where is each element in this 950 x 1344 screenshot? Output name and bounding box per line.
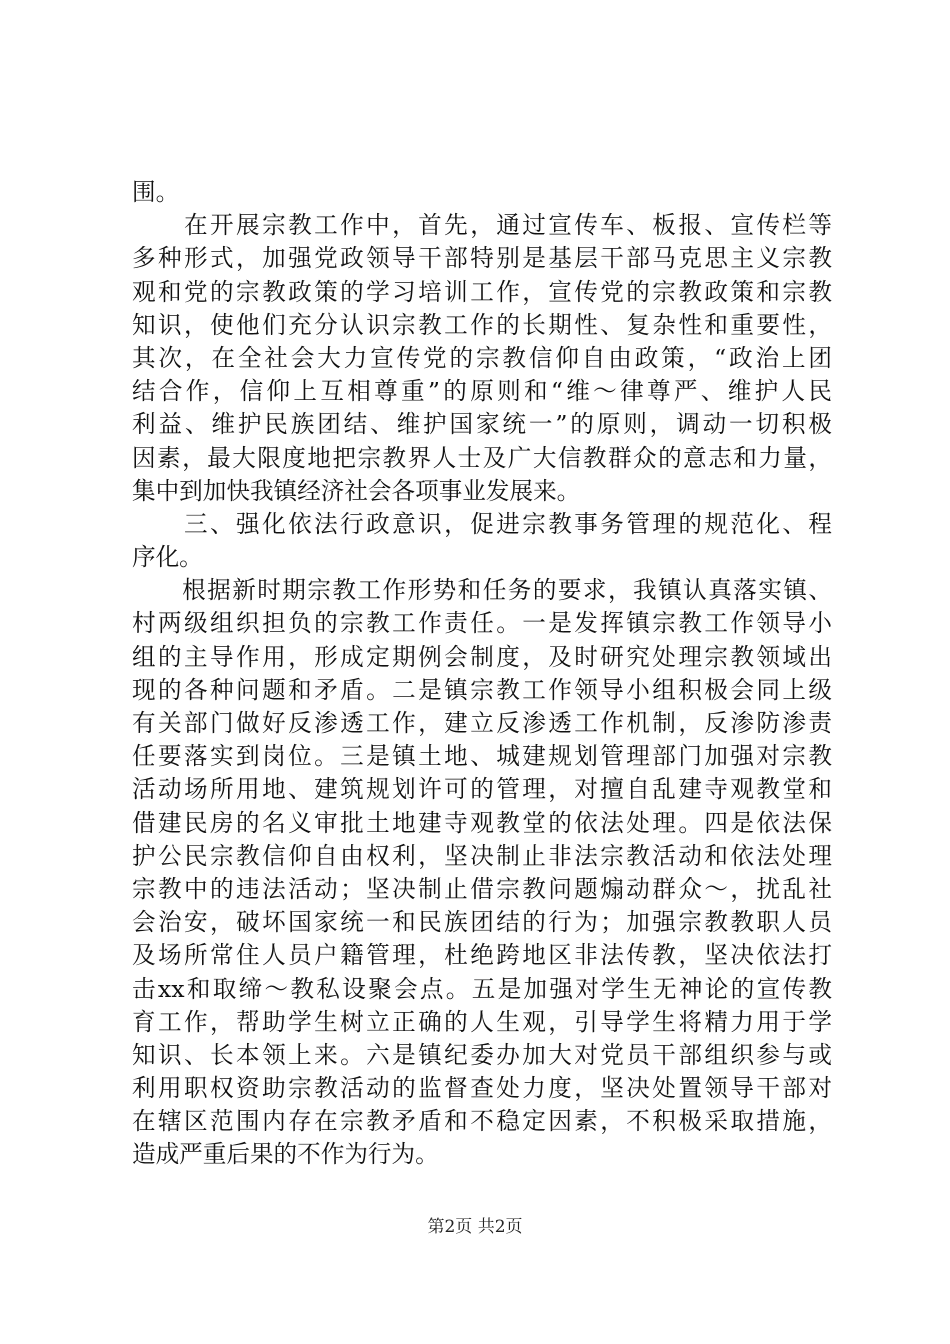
- text-line: 其次，在全社会大力宣传党的宗教信仰自由政策，“政治上团: [132, 343, 832, 372]
- text-line: 序化。: [132, 543, 203, 572]
- text-line: 宗教中的违法活动；坚决制止借宗教问题煽动群众～，扰乱社: [132, 874, 832, 903]
- text-line: 现的各种问题和矛盾。二是镇宗教工作领导小组积极会同上级: [132, 675, 832, 704]
- text-line: 知识、长本领上来。六是镇纪委办加大对党员干部组织参与或: [132, 1040, 832, 1069]
- text-line: 会治安，破坏国家统一和民族团结的行为；加强宗教教职人员: [132, 908, 832, 937]
- text-line: 知识，使他们充分认识宗教工作的长期性、复杂性和重要性，: [132, 310, 832, 339]
- text-line: 及场所常住人员户籍管理，杜绝跨地区非法传教，坚决依法打: [132, 941, 832, 970]
- text-line: 活动场所用地、建筑规划许可的管理，对擅自乱建寺观教堂和: [132, 775, 832, 804]
- text-line: 育工作，帮助学生树立正确的人生观，引导学生将精力用于学: [132, 1007, 832, 1036]
- page-footer: 第2页 共2页: [427, 1217, 523, 1237]
- text-line: 三、强化依法行政意识，促进宗教事务管理的规范化、程: [132, 509, 832, 538]
- text-line: 任要落实到岗位。三是镇土地、城建规划管理部门加强对宗教: [132, 742, 832, 771]
- text-line: 观和党的宗教政策的学习培训工作，宣传党的宗教政策和宗教: [132, 277, 832, 306]
- text-line: 击xx和取缔～教私设聚会点。五是加强对学生无神论的宣传教: [132, 974, 832, 1003]
- text-line: 多种形式，加强党政领导干部特别是基层干部马克思主义宗教: [132, 244, 832, 273]
- text-line: 借建民房的名义审批土地建寺观教堂的依法处理。四是依法保: [132, 808, 832, 837]
- text-line: 利益、维护民族团结、维护国家统一”的原则，调动一切积极: [132, 410, 832, 439]
- text-line: 根据新时期宗教工作形势和任务的要求，我镇认真落实镇、: [132, 576, 832, 605]
- text-line: 结合作，信仰上互相尊重”的原则和“维～律尊严、维护人民: [132, 377, 832, 406]
- text-line: 因素，最大限度地把宗教界人士及广大信教群众的意志和力量，: [132, 443, 832, 472]
- text-line: 在开展宗教工作中，首先，通过宣传车、板报、宣传栏等: [132, 211, 832, 240]
- text-line: 利用职权资助宗教活动的监督查处力度，坚决处置领导干部对: [132, 1074, 832, 1103]
- text-line: 造成严重后果的不作为行为。: [132, 1140, 439, 1169]
- text-line: 围。: [132, 178, 180, 206]
- document-body: [132, 176, 832, 1172]
- text-line: 护公民宗教信仰自由权利，坚决制止非法宗教活动和依法处理: [132, 841, 832, 870]
- text-line: 有关部门做好反渗透工作，建立反渗透工作机制，反渗防渗责: [132, 709, 832, 737]
- text-line: 村两级组织担负的宗教工作责任。一是发挥镇宗教工作领导小: [132, 609, 832, 638]
- text-line: 在辖区范围内存在宗教矛盾和不稳定因素，不积极采取措施，: [132, 1107, 832, 1136]
- text-line: 组的主导作用，形成定期例会制度，及时研究处理宗教领域出: [132, 642, 832, 671]
- text-line: 集中到加快我镇经济社会各项事业发展来。: [132, 476, 581, 505]
